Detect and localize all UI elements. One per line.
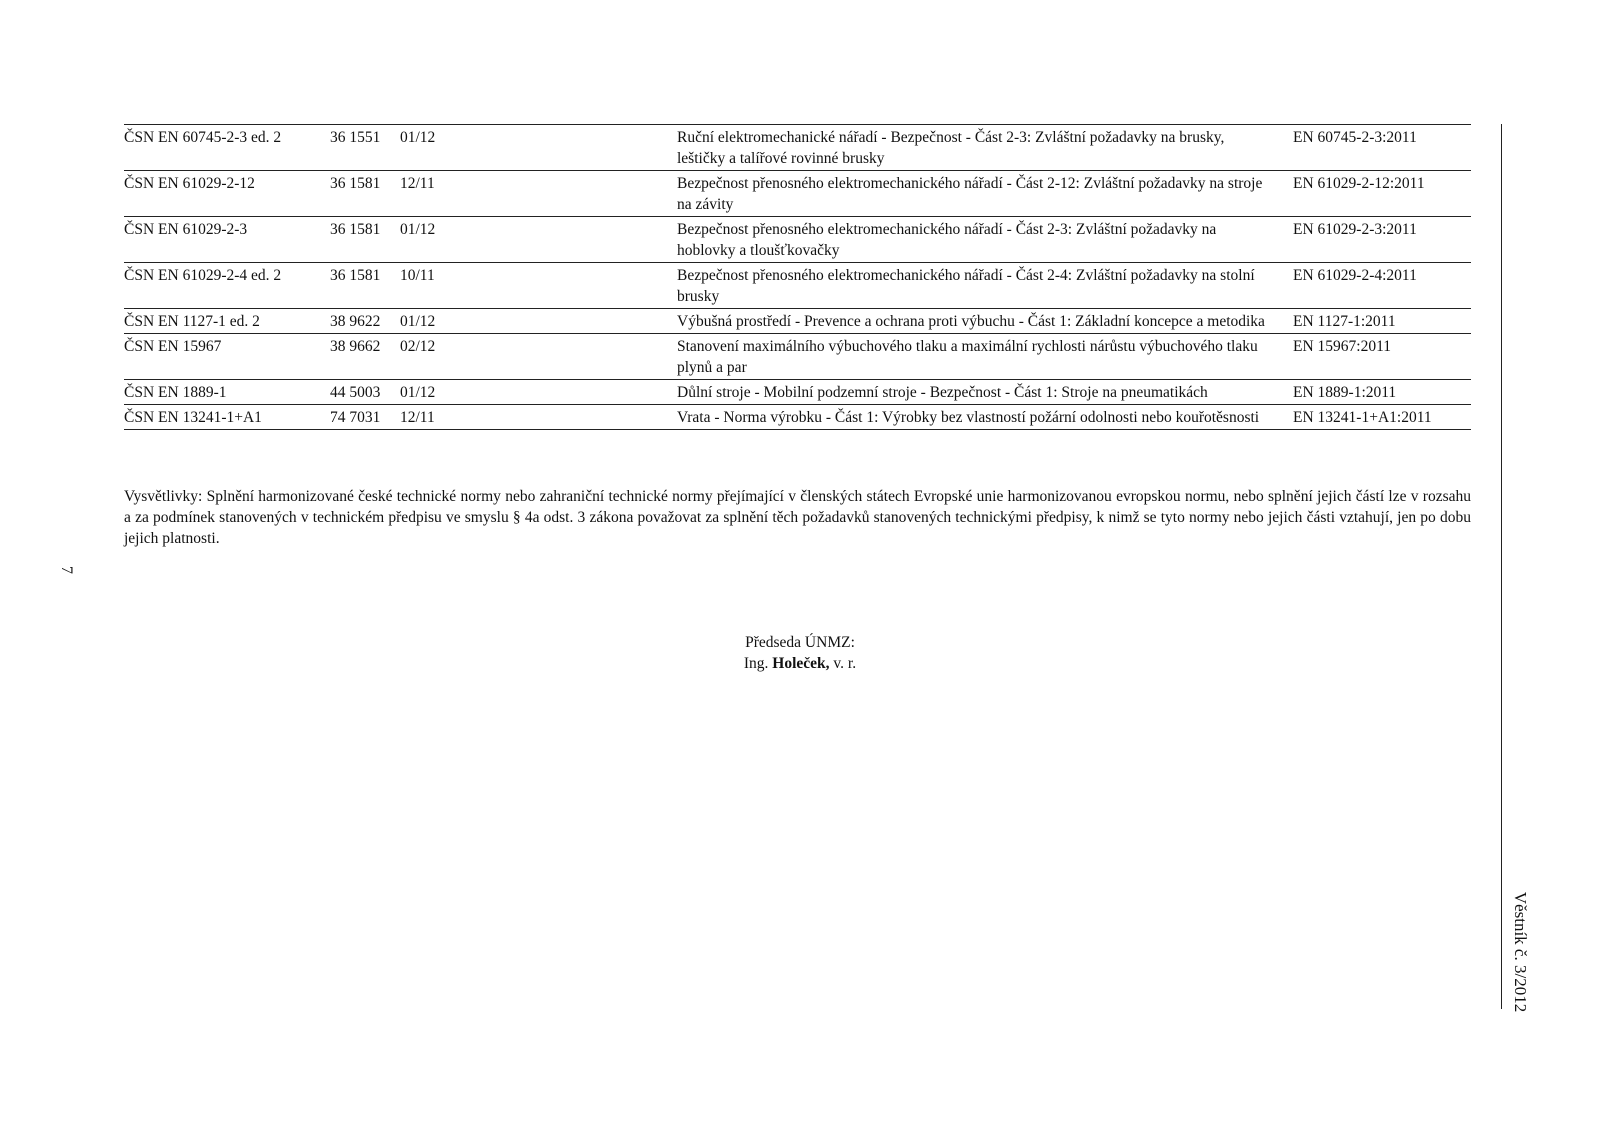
explanation-note: Vysvětlivky: Splnění harmonizované české technické normy nebo zahraniční technické normy přejímající v členských státech Evropské unie harmonizovanou evropskou normu, nebo splnění jejich částí lze v rozsahu a za podmínek stanovených v technickém předpisu ve smyslu § 4a odst. 3 zákona považovat za splnění těch požadavků stanovených technickými předpisy, k nimž se tyto normy nebo jejich části vztahují, jen po dobu jejich platnosti. bbox=[124, 488, 1471, 547]
class-number: 36 1581 bbox=[330, 221, 381, 238]
issue-date: 01/12 bbox=[400, 313, 436, 330]
issue-date: 02/12 bbox=[400, 338, 436, 355]
table-row bbox=[124, 380, 1471, 405]
issue-date: 01/12 bbox=[400, 221, 436, 238]
class-number: 36 1551 bbox=[330, 129, 381, 146]
csn-designation: ČSN EN 61029-2-12 bbox=[124, 175, 255, 192]
standard-title: Bezpečnost přenosného elektromechanického nářadí - Část 2-3: Zvláštní požadavky na hoblovky a tloušťkovačky bbox=[677, 221, 1217, 259]
signatory-line bbox=[600, 653, 1000, 674]
table-row bbox=[124, 405, 1471, 430]
table-row bbox=[124, 171, 1471, 217]
standard-title: Výbušná prostředí - Prevence a ochrana proti výbuchu - Část 1: Základní koncepce a metodika bbox=[677, 313, 1265, 330]
csn-designation: ČSN EN 15967 bbox=[124, 338, 222, 355]
table-row bbox=[124, 309, 1471, 334]
en-reference: EN 13241-1+A1:2011 bbox=[1293, 409, 1432, 426]
class-number: 38 9622 bbox=[330, 313, 381, 330]
signatory-prefix: Ing. bbox=[743, 655, 773, 672]
table-row bbox=[124, 263, 1471, 309]
standard-title: Stanovení maximálního výbuchového tlaku a maximální rychlosti nárůstu výbuchového tlaku plynů a par bbox=[677, 338, 1258, 376]
class-number: 74 7031 bbox=[330, 409, 381, 426]
csn-designation: ČSN EN 1889-1 bbox=[124, 384, 227, 401]
class-number: 36 1581 bbox=[330, 175, 381, 192]
csn-designation: ČSN EN 60745-2-3 ed. 2 bbox=[124, 129, 282, 146]
issue-date: 01/12 bbox=[400, 384, 436, 401]
issue-date: 01/12 bbox=[400, 129, 436, 146]
csn-designation: ČSN EN 61029-2-4 ed. 2 bbox=[124, 267, 282, 284]
standard-title: Ruční elektromechanické nářadí - Bezpečnost - Část 2-3: Zvláštní požadavky na brusky, leštičky a talířové rovinné brusky bbox=[677, 129, 1225, 167]
signature-block bbox=[600, 632, 1000, 674]
standard-title: Důlní stroje - Mobilní podzemní stroje - Bezpečnost - Část 1: Stroje na pneumatikách bbox=[677, 384, 1208, 401]
signatory-suffix: v. r. bbox=[829, 655, 857, 672]
table-row bbox=[124, 334, 1471, 380]
en-reference: EN 61029-2-4:2011 bbox=[1293, 267, 1417, 284]
csn-designation: ČSN EN 61029-2-3 bbox=[124, 221, 248, 238]
table-row bbox=[124, 125, 1471, 171]
en-reference: EN 1127-1:2011 bbox=[1293, 313, 1396, 330]
page-number: 7 bbox=[58, 566, 75, 574]
signatory-role: Předseda ÚNMZ: bbox=[745, 634, 855, 651]
class-number: 38 9662 bbox=[330, 338, 381, 355]
en-reference: EN 61029-2-12:2011 bbox=[1293, 175, 1425, 192]
en-reference: EN 1889-1:2011 bbox=[1293, 384, 1397, 401]
issue-date: 12/11 bbox=[400, 409, 435, 426]
standard-title: Bezpečnost přenosného elektromechanického nářadí - Část 2-12: Zvláštní požadavky na stroje na závity bbox=[677, 175, 1263, 213]
csn-designation: ČSN EN 1127-1 ed. 2 bbox=[124, 313, 260, 330]
csn-designation: ČSN EN 13241-1+A1 bbox=[124, 409, 262, 426]
table-row bbox=[124, 217, 1471, 263]
en-reference: EN 15967:2011 bbox=[1293, 338, 1392, 355]
issue-date: 10/11 bbox=[400, 267, 435, 284]
journal-margin-rule bbox=[1501, 124, 1502, 1009]
standard-title: Vrata - Norma výrobku - Část 1: Výrobky bez vlastností požární odolnosti nebo kouřotěsnosti bbox=[677, 409, 1260, 426]
journal-label: Věstník č. 3/2012 bbox=[1511, 891, 1530, 1013]
standards-table bbox=[124, 124, 1471, 430]
en-reference: EN 61029-2-3:2011 bbox=[1293, 221, 1417, 238]
class-number: 44 5003 bbox=[330, 384, 381, 401]
standard-title: Bezpečnost přenosného elektromechanického nářadí - Část 2-4: Zvláštní požadavky na stolní brusky bbox=[677, 267, 1255, 305]
issue-date: 12/11 bbox=[400, 175, 435, 192]
en-reference: EN 60745-2-3:2011 bbox=[1293, 129, 1417, 146]
class-number: 36 1581 bbox=[330, 267, 381, 284]
signatory-name: Holeček, bbox=[772, 655, 830, 672]
